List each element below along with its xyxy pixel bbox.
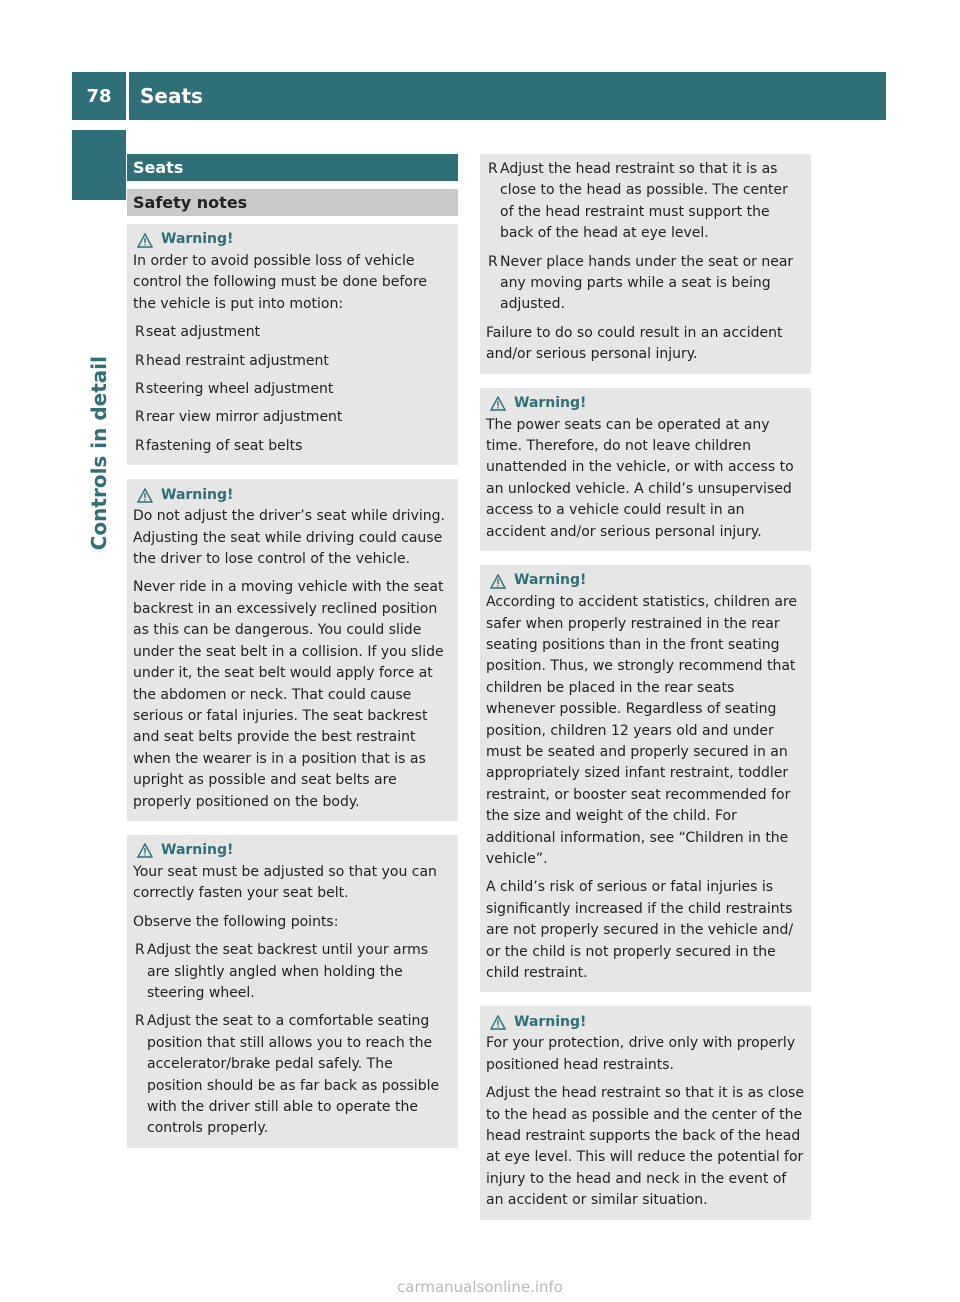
paragraph: Failure to do so could result in an accident and/or serious personal injury.: [486, 324, 783, 363]
side-tab-block: [72, 130, 126, 200]
paragraph: Your seat must be adjusted so that you can correctly fasten your seat belt.: [133, 863, 437, 902]
warning-triangle-icon: [137, 488, 153, 503]
list-item-text: Adjust the seat to a comfortable seating position that still allows you to reach the accelerator/brake pedal safely. The position should be as far back as possible with the driver still able to operate the controls properly.: [147, 1013, 440, 1137]
warning-heading: [133, 229, 452, 251]
side-tab: [72, 210, 126, 550]
paragraph: Observe the following points:: [133, 913, 339, 930]
warning-heading: [486, 1011, 805, 1033]
bullet-r-glyph: R: [135, 409, 145, 426]
list-item-text: Never place hands under the seat or near any moving parts while a seat is being adjusted.: [500, 253, 794, 313]
bullet-r-glyph: R: [488, 161, 498, 177]
list-item: [133, 407, 452, 428]
list-item-text: Adjust the seat backrest until your arms are slightly angled when holding the steering wheel.: [147, 942, 429, 1001]
warning-box-1: [127, 224, 458, 465]
side-tab-label: Controls in detail: [87, 355, 111, 550]
warning-triangle-icon: [490, 574, 506, 589]
list-item: [133, 322, 452, 343]
warning-box-4: [480, 388, 811, 551]
warning-label: Warning!: [161, 486, 234, 503]
bullet-r-glyph: R: [135, 1013, 145, 1030]
warning-label: Warning!: [514, 394, 587, 411]
list-item: [133, 379, 452, 400]
warning-triangle-icon: [490, 396, 506, 411]
list-item: [133, 1011, 452, 1139]
warning-heading: [133, 840, 452, 862]
bullet-r-glyph: R: [488, 253, 498, 270]
warning-label: Warning!: [514, 572, 587, 589]
list-item: [486, 252, 805, 316]
warning-heading: [133, 484, 452, 506]
warning-heading: [486, 393, 805, 415]
list-item: [133, 436, 452, 457]
bullet-r-glyph: R: [135, 324, 145, 341]
bullet-r-glyph: R: [135, 437, 145, 454]
page-header-title: Seats: [129, 72, 886, 120]
bullet-r-glyph: R: [135, 352, 145, 369]
list-item-text: fastening of seat belts: [146, 437, 303, 454]
list-item: [133, 351, 452, 372]
paragraph: The power seats can be operated at any time. Therefore, do not leave children unattended in the vehicle, or with access to an unlocked vehicle. A child’s unsupervised access to a vehicle could result in an accident and/or serious personal injury.: [486, 416, 794, 540]
list-item-text: rear view mirror adjustment: [146, 409, 343, 426]
bullet-r-glyph: R: [135, 381, 145, 398]
warning-box-6: [480, 1006, 811, 1219]
paragraph: A child’s risk of serious or fatal injuries is significantly increased if the child restraints are not properly secured in the vehicle and/ or the child is not properly secured in the child restraint.: [486, 879, 794, 981]
subsection-title: Safety notes: [127, 189, 458, 216]
page-number: 78: [72, 72, 126, 120]
paragraph: For your protection, drive only with properly positioned head restraints.: [486, 1035, 796, 1073]
paragraph: Adjust the head restraint so that it is as close to the head as possible and the center of the head restraint supports the back of the head at eye level. This will reduce the potential for injury to the head and neck in the event of an accident or similar situation.: [486, 1085, 804, 1209]
warning-triangle-icon: [137, 843, 153, 858]
warning-box-continued: [480, 154, 811, 374]
paragraph: According to accident statistics, children are safer when properly restrained in the rear seating positions than in the front seating position. Thus, we strongly recommend that children be placed in the rear seats whenever possible. Regardless of seating position, children 12 years old and under must be seated and properly secured in an appropriately sized infant restraint, toddler restraint, or booster seat recommended for the size and weight of the child. For additional information, see “Children in the vehicle”.: [486, 594, 798, 867]
warning-triangle-icon: [137, 233, 153, 248]
paragraph: Do not adjust the driver’s seat while driving. Adjusting the seat while driving could cause the driver to lose control of the vehicle.: [133, 508, 445, 568]
warning-label: Warning!: [161, 842, 234, 859]
warning-box-3: [127, 835, 458, 1148]
paragraph: In order to avoid possible loss of vehicle control the following must be done before the vehicle is put into motion:: [133, 253, 427, 312]
warning-triangle-icon: [490, 1015, 506, 1030]
warning-box-5: [480, 565, 811, 992]
list-item: [133, 940, 452, 1004]
warning-heading: [486, 570, 805, 592]
warning-label: Warning!: [161, 231, 234, 248]
warning-label: Warning!: [514, 1013, 587, 1030]
list-item-text: Adjust the head restraint so that it is as close to the head as possible. The center of the head restraint must support the back of the head at eye level.: [500, 161, 788, 242]
section-title: Seats: [127, 154, 458, 181]
list-item-text: steering wheel adjustment: [146, 381, 334, 398]
list-item-text: head restraint adjustment: [146, 352, 329, 369]
bullet-r-glyph: R: [135, 942, 145, 959]
list-item: [486, 159, 805, 245]
list-item-text: seat adjustment: [146, 324, 261, 341]
footer-watermark: carmanualsonline.info: [397, 1278, 563, 1296]
paragraph: Never ride in a moving vehicle with the seat backrest in an excessively reclined position as this can be dangerous. You could slide under the seat belt in a collision. If you slide under it, the seat belt would apply force at the abdomen or neck. That could cause serious or fatal injuries. The seat backrest and seat belts provide the best restraint when the wearer is in a position that is as upright as possible and seat belts are properly positioned on the body.: [133, 579, 444, 810]
left-column: [127, 154, 458, 1148]
warning-box-2: [127, 479, 458, 821]
right-column: [480, 154, 811, 1220]
